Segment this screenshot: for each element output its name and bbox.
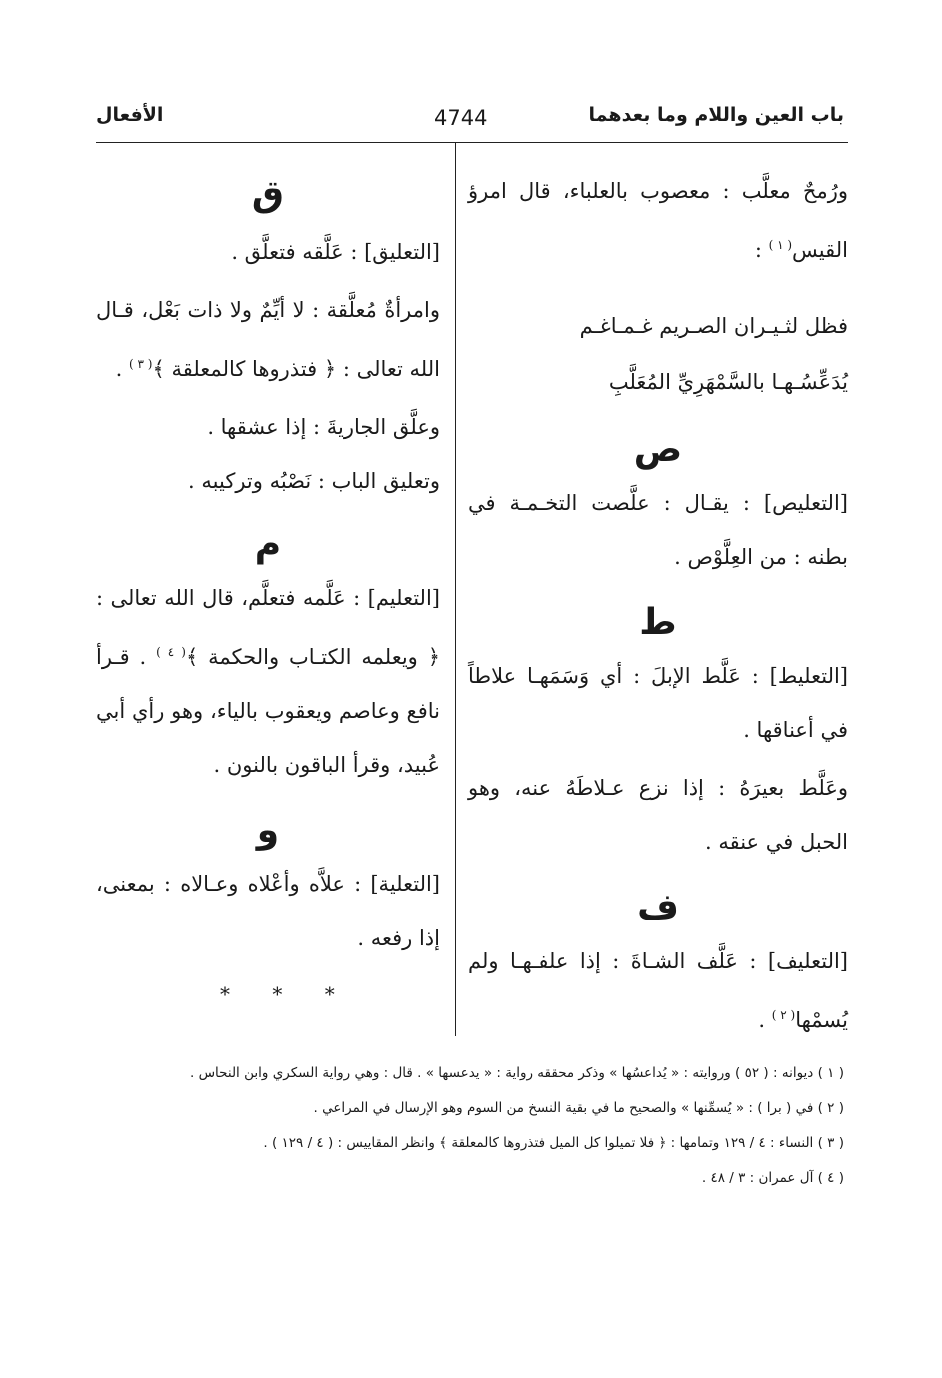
footnote: ( ١ ) ديوانه : ( ٥٢ ) وروايته : « يُداعسُها » وذكر محققه رواية : « يدعسها » . قال : وهي رواية السكري وابن النحاس . — [189, 1065, 844, 1081]
chapter-heading: باب العين واللام وما بعدهما — [588, 104, 844, 126]
letter-heading-mim: م — [254, 524, 282, 565]
section-heading: الأفعال — [96, 104, 164, 126]
footnote-ref: ( ٢ ) — [771, 1008, 796, 1022]
header-rule — [96, 142, 848, 143]
footnote: ( ٢ ) في ( برا ) : « يُسمِّنها » والصحيح ما في بقية النسخ من السوم وهو الإرسال في المراعي . — [313, 1100, 844, 1116]
footnotes — [84, 1056, 844, 1196]
right-column — [468, 160, 848, 1047]
footnote-ref: ( ١ ) — [768, 238, 793, 252]
entry-taaliq-bab: وتعليق الباب : نَصْبُه وتركيبه . — [188, 469, 440, 493]
entry-text: [التعليف] : عَلَّف الشـاةَ : إذا علفـهـا ولم يُسمْها — [468, 949, 848, 1032]
footnote: ( ٣ ) النساء : ٤ / ١٢٩ وتمامها : ﴿ فلا تميلوا كل الميل فتذروها كالمعلقة ﴾ وانظر المقاييس : ( ٤ / ١٢٩ ) . — [263, 1135, 844, 1151]
entry-mualab: ورُمحٌ معلَّب : معصوب بالعلباء، قال امرؤ القيس$^{( ١ )}$ : — [468, 179, 848, 262]
page-number: 4744 — [434, 106, 488, 130]
entry-taalit: [التعليط] : عَلَّط الإبلَ : أي وَسَمَهـا علاطاً في أعناقها . — [468, 664, 848, 742]
entry-taalim: [التعليم] : عَلَّمه فتعلَّم، قال الله تعالى : ﴿ ويعلمه الكتـاب والحكمة ﴾$^{( ٤ )}$ . قـرأ نافع وعاصم ويعقوب بالياء، وهو رأي أبي عُبيد، وقرأ الباقون بالنون . — [96, 586, 441, 777]
poem-verse: يُدَعِّسُـهـا بالسَّمْهَرِيِّ المُعَلَّبِ — [608, 370, 848, 394]
letter-heading-sad: ص — [633, 429, 683, 470]
entry-allaqa-jariya: وعلَّق الجاريةَ : إذا عشقها . — [207, 415, 440, 439]
footnote-ref: ( ٤ ) — [156, 645, 186, 659]
entry-muallaqa: وامرأةٌ مُعلَّقة : لا أيِّمٌ ولا ذات بَعْل، قـال الله تعالى : ﴿ فتذروها كالمعلقة ﴾$^{( ٣ )}$ . — [96, 298, 440, 381]
entry-taalif: [التعليف] : عَلَّف الشـاةَ : إذا علفـهـا ولم يُسمْها$^{( ٢ )}$ . — [468, 949, 848, 1032]
footnote: ( ٤ ) آل عمران : ٣ / ٤٨ . — [701, 1170, 844, 1186]
section-end-stars: * * * — [220, 982, 353, 1006]
footnote-ref: ( ٣ ) — [129, 357, 153, 371]
letter-heading-waw: و — [256, 810, 280, 851]
left-column — [96, 160, 440, 965]
entry-taaliq: [التعليق] : عَلَّقه فتعلَّق . — [231, 240, 440, 264]
entry-text: وامرأةٌ مُعلَّقة : لا أيِّمٌ ولا ذات بَعْل، قـال الله تعالى : ﴿ فتذروها كالمعلقة ﴾ — [96, 298, 440, 381]
entry-text: [التعليم] : عَلَّمه فتعلَّم، قال الله تعالى : ﴿ ويعلمه الكتـاب والحكمة ﴾ — [96, 586, 441, 669]
letter-heading-fa: ف — [637, 887, 679, 928]
entry-allat: وعَلَّط بعيرَهُ : إذا نزع عـلاطَهُ عنه، وهو الحبل في عنقه . — [468, 776, 848, 854]
entry-text: ورُمحٌ معلَّب : معصوب بالعلباء، قال امرؤ القيس — [468, 179, 848, 262]
letter-heading-ta: ط — [639, 602, 677, 643]
column-divider — [455, 143, 456, 1036]
entry-taalis: [التعليص] : يقـال : علَّصت التخـمـة في بطنه : من العِلَّوْص . — [468, 491, 848, 569]
letter-heading-qaf: ق — [251, 174, 285, 215]
entry-taaliya: [التعلية] : علاَّه وأعْلاه وعـالاه : بمعنى، إذا رفعه . — [96, 872, 440, 950]
entry-text: قـرأ نافع وعاصم ويعقوب بالياء، وهو رأي أبي عُبيد، وقرأ الباقون بالنون . — [96, 645, 440, 777]
poem-verse: فظل لثـيـران الصـريم غـمـاغـم — [579, 314, 848, 338]
